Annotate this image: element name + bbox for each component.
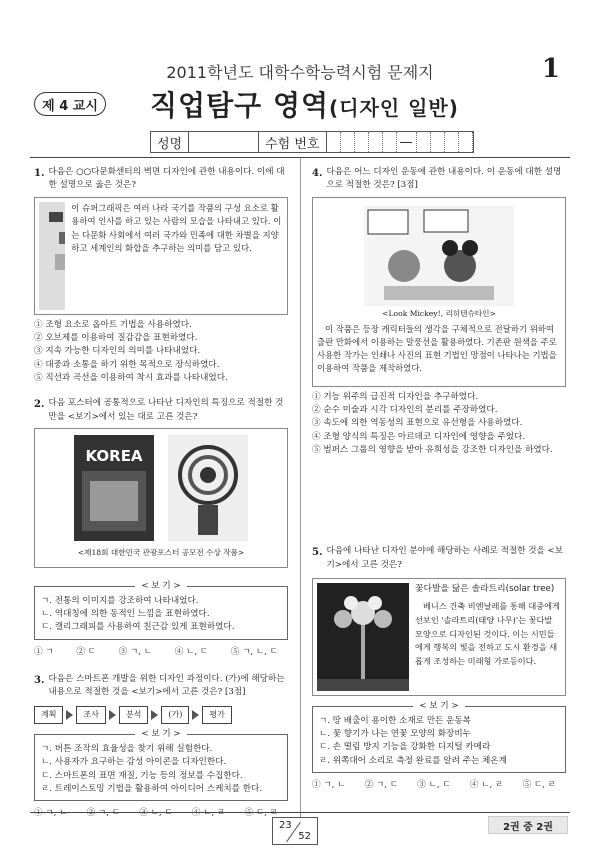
subject-title [150,84,459,124]
bogi-title: < 보 기 > [135,581,186,591]
bogi-item: ㄷ. 손 떨림 방지 기능을 강화한 디지털 카메라 [319,742,491,753]
process-step: 평가 [202,706,231,724]
process-step: 계획 [34,706,63,724]
choice[interactable]: ① ㄱ, ㄴ [312,780,346,791]
question-stem: 다음은 어느 디자인 운동에 관한 내용이다. 이 운동에 대한 설명으로 적절한 것은? [3점] [326,167,562,191]
supergraphic-image [39,202,65,310]
footer-rule [30,812,570,813]
poster-circle-image [168,435,248,541]
q2-choices [34,646,288,659]
process-step: 분석 [119,706,148,724]
exam-no-label: 수험 번호 [259,131,326,153]
choice[interactable]: ② ㄱ, ㄷ [364,780,399,791]
choice[interactable]: ④ ㄴ, ㄹ [469,780,504,791]
q1-passage: 이 슈퍼그래픽은 여러 나라 국기를 작품의 구성 요소로 활용하여 인사를 하고 있는 사람의 모습을 나타내고 있다. 이는 다문화 사회에서 여러 국가와 민족에 대한 차별을 지양하고 세계인의 화합을 추구하는 의미를 담고 있다. [71,202,282,253]
column-divider [300,158,301,818]
exam-no-field[interactable]: — [327,131,474,153]
arrow-icon [66,710,73,720]
question-stem: 다음 포스터에 공통적으로 나타난 디자인의 특징으로 적절한 것만을 <보기>에서 있는 대로 고른 것은? [48,398,284,422]
footer-page-indicator [272,817,318,845]
q3-bogi-box [34,729,288,801]
arrow-icon [109,710,116,720]
bogi-item: ㄱ. 전통의 이미지를 강조하여 나타내었다. [41,595,199,606]
q5-box-title: 꽃다발을 닮은 솔라트리(solar tree) [415,583,555,594]
question-stem: 다음은 ○○다문화센터의 벽면 디자인에 관한 내용이다. 이에 대한 설명으로 옳은 것은? [48,167,285,191]
bogi-item: ㄱ. 땅 배출이 용이한 소재로 만든 운동복 [319,715,471,726]
bogi-title: < 보 기 > [413,701,464,711]
process-step: 조사 [76,706,105,724]
subject-main: 직업탐구 영역 [150,89,330,122]
q1-choices [34,319,288,386]
bogi-item: ㄴ. 사용자가 요구하는 감성 아이콘을 디자인한다. [41,757,227,768]
q5-bogi-box [312,700,566,773]
choice[interactable]: ④ ㄴ, ㄹ [191,808,226,819]
q5-figure-box [312,578,566,696]
left-column [34,166,288,821]
page-total: 52 [298,831,311,842]
bogi-item: ㄴ. 꽃 향기가 나는 연꽃 모양의 화장비누 [319,729,471,740]
question-stem: 다음은 스마트폰 개발을 위한 디자인 과정이다. (가)에 해당하는 내용으로 적절한 것을 <보기>에서 고른 것은? [3점] [48,674,285,698]
choice[interactable]: ⑤ 범퍼스 그룹의 영향을 받아 유희성을 강조한 디자인을 하였다. [312,444,553,455]
choice[interactable]: ① 조형 요소로 옵아트 기법을 사용하였다. [34,319,192,330]
design-process-flow [34,706,288,724]
look-mickey-image [364,206,514,306]
name-label: 성명 [150,131,189,153]
solar-tree-image [317,583,409,691]
bogi-item: ㄴ. 역대칭에 의한 동적인 느낌을 표현하였다. [41,609,210,620]
choice[interactable]: ⑤ 직선과 곡선을 이용하여 착시 효과를 나타내었다. [34,372,228,383]
choice[interactable]: ③ ㄱ, ㄴ [118,646,153,657]
q2-caption: <제18회 대한민국 관광포스터 공모전 수상 작품> [77,547,245,557]
question-stem: 다음에 나타난 디자인 분야에 해당하는 사례로 적절한 것을 <보기>에서 고른 것은? [326,546,564,570]
choice[interactable]: ② 순수 미술과 시각 디자인의 분리를 주장하였다. [312,404,498,415]
question-2 [34,397,288,424]
bogi-item: ㄹ. 트레이스토밍 기법을 활용하여 아이디어 스케치를 한다. [41,784,263,795]
q4-choices [312,391,566,458]
volume-badge: 2권 중 2권 [488,816,568,834]
bogi-item: ㄱ. 버튼 조작의 효율성을 찾기 위해 실험한다. [41,744,213,755]
student-id-row [150,131,474,153]
process-step: (가) [161,706,189,724]
choice[interactable]: ① ㄱ [34,646,54,657]
page-current: 23 [279,820,292,831]
question-number: 5. [312,547,323,559]
choice[interactable]: ⑤ ㄱ, ㄴ, ㄷ [230,646,278,657]
question-number: 1. [34,168,45,179]
question-number: 2. [34,399,45,411]
question-3 [34,673,288,700]
choice[interactable]: ③ 속도에 의한 역동성의 표현으로 유선형을 사용하였다. [312,418,523,429]
choice[interactable]: ⑤ ㄷ, ㄹ [244,808,278,819]
choice[interactable]: ③ ㄴ, ㄷ [417,780,451,791]
period-label: 제 4 교시 [34,92,106,116]
choice[interactable]: ① 기능 위주의 급진적 디자인을 추구하였다. [312,391,479,402]
right-column [312,166,566,792]
choice[interactable]: ④ 대중과 소통을 하기 위한 목적으로 장식하였다. [34,359,220,370]
q5-choices [312,779,566,792]
choice[interactable]: ② ㄷ [76,646,96,657]
exam-title: 2011학년도 대학수학능력시험 문제지 [166,63,434,82]
choice[interactable]: ③ 지속 가능한 디자인의 의미를 나타내었다. [34,346,201,357]
q4-figure-box [312,197,566,387]
poster-korea-text: KOREA [85,446,143,465]
q4-passage: 이 작품은 등장 캐릭터들의 생각을 구체적으로 전달하기 위하여 출판 만화에서 이용하는 말풍선을 활용하였다. 기존판 원색을 주로 사용한 작가는 인쇄나 사진의 표현 기법인 망점이 나타나는 기법을 이용하여 작품을 제작하였다. [317,324,557,374]
choice[interactable]: ③ ㄴ, ㄷ [139,808,173,819]
bogi-item: ㄷ. 캘리그래피를 사용하여 친근감 있게 표현하였다. [41,622,235,633]
q1-figure-box [34,197,288,315]
q4-caption: <Look Mickey!, 리히텐슈타인> [382,308,496,318]
question-number: 3. [34,675,45,687]
question-4 [312,166,566,193]
choice[interactable]: ④ ㄴ, ㄷ [174,646,209,657]
choice[interactable]: ④ 조형 양식의 특징은 아르데코 디자인에 영향을 주었다. [312,431,526,442]
q2-bogi-box [34,580,288,640]
poster-korea-image [74,435,154,541]
choice[interactable]: ⑤ ㄷ, ㄹ [522,780,556,791]
q3-choices [34,807,288,820]
arrow-icon [151,710,158,720]
q5-passage: 베니스 건축 비엔날레를 통해 대중에게 선보인 '솔라트리(태양 나무)'는 꽃다발 모양으로 디자인된 것이다. 이는 시민들에게 행복의 빛을 전하고 도시 환경을 새롭게 조성하는 미래형 가로등이다. [415,601,560,666]
arrow-icon [192,710,199,720]
name-field[interactable] [189,131,259,153]
question-1 [34,166,288,193]
subject-sub: (디자인 일반) [329,96,459,120]
bogi-item: ㄷ. 스마트폰의 표면 재질, 기능 등의 정보를 수집한다. [41,770,243,781]
q2-figure-box [34,428,288,568]
choice[interactable]: ① ㄱ, ㄴ [34,808,68,819]
bogi-item: ㄹ. 위쪽대어 소리로 측정 완료를 알려 주는 체온계 [319,755,507,766]
question-number: 4. [312,168,323,179]
bogi-title: < 보 기 > [135,729,186,739]
choice[interactable]: ② 오브제를 이용하여 질감감을 표현하였다. [34,332,198,343]
choice[interactable]: ② ㄱ, ㄷ [86,808,121,819]
page-number: 1 [541,54,560,84]
question-5 [312,545,566,572]
